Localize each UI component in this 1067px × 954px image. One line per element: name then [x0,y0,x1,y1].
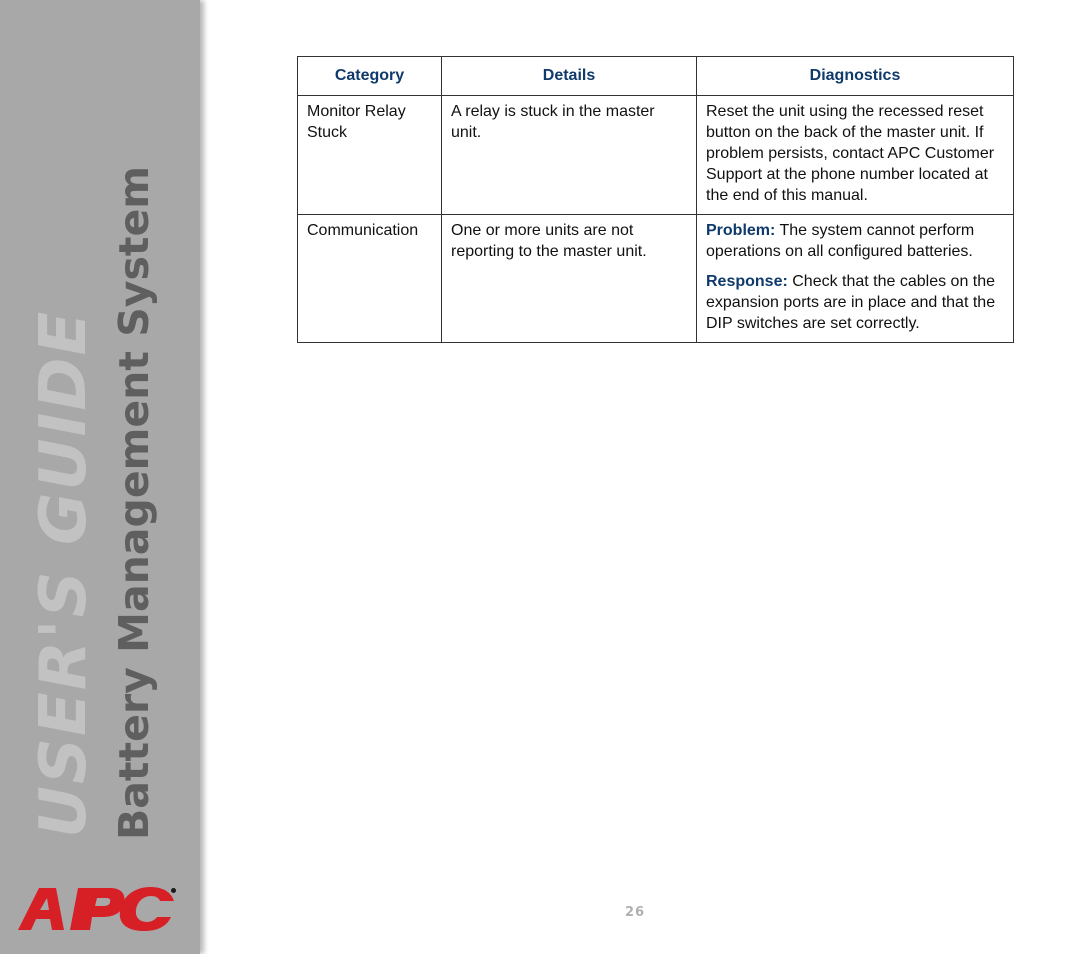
response-label: Response: [706,273,788,290]
category-cell: Communication [298,215,442,343]
response-paragraph [706,271,1004,334]
users-guide-title: USER'S GUIDE [27,309,101,838]
problem-text: The system cannot perform operations on all configured batteries. [706,222,975,260]
sidebar-band [0,0,200,954]
problem-paragraph [706,220,1004,262]
problem-label: Problem: [706,222,776,239]
column-header-diagnostics: Diagnostics [697,57,1014,96]
column-header-details: Details [442,57,697,96]
diagnostics-cell [697,215,1014,343]
details-cell: A relay is stuck in the master unit. [442,96,697,215]
response-text: Check that the cables on the expansion ports are in place and that the DIP switches are set correctly. [706,273,996,332]
registered-mark [171,888,176,893]
diagnostics-cell: Reset the unit using the recessed reset button on the back of the master unit. If problem persists, contact APC Customer Support at the phone number located at the end of this manual. [697,96,1014,215]
column-header-category: Category [298,57,442,96]
troubleshooting-table [297,56,1014,343]
details-cell: One or more units are not reporting to the master unit. [442,215,697,343]
table-header-row [298,57,1014,96]
table-row [298,215,1014,343]
page-number: 26 [624,905,646,920]
product-subtitle: Battery Management System [110,166,158,840]
apc-logo [18,886,178,932]
table-row [298,96,1014,215]
category-cell: Monitor Relay Stuck [298,96,442,215]
